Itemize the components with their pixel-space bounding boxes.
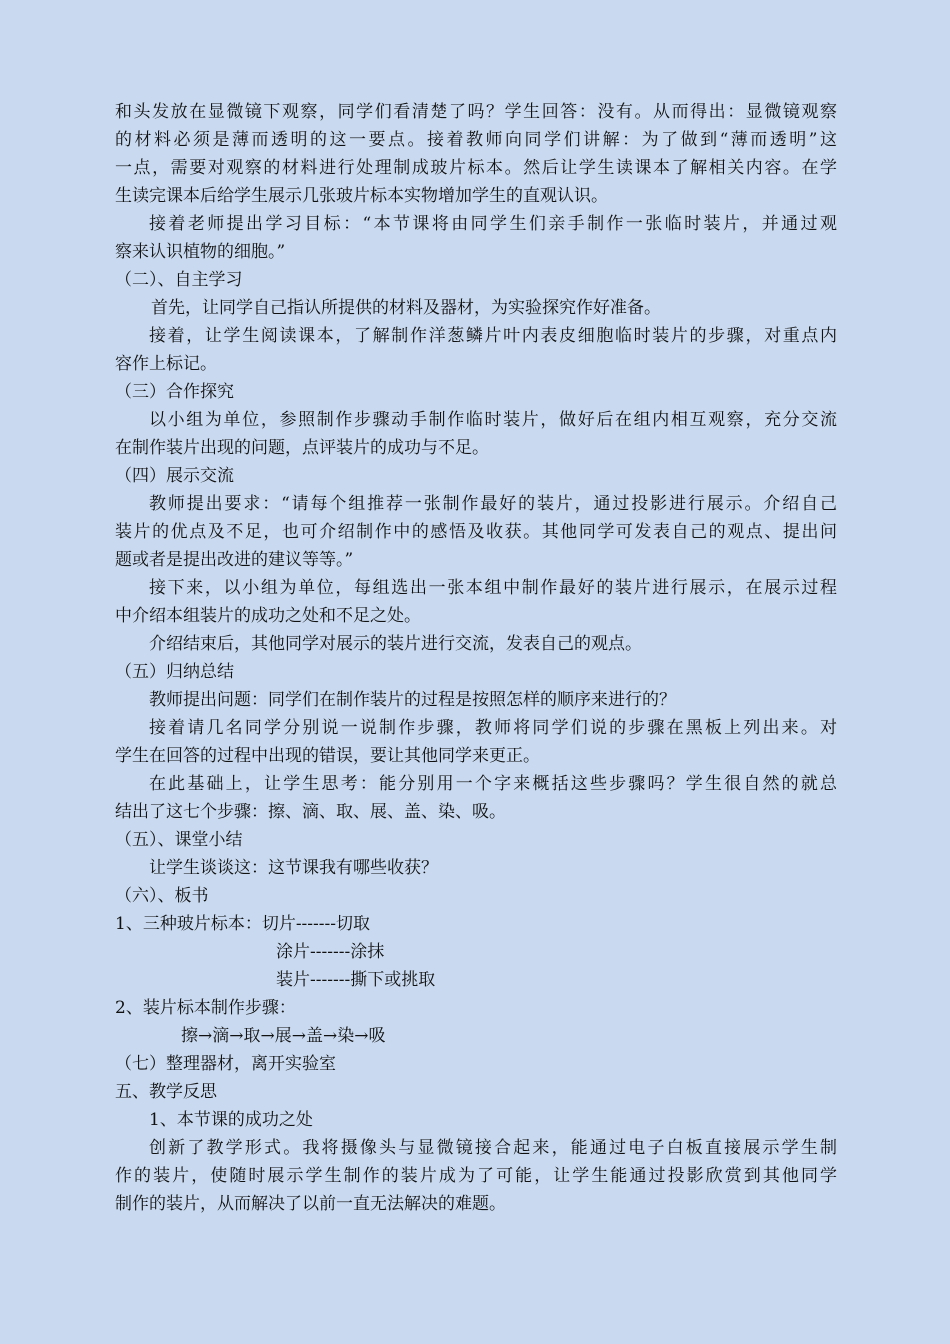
paragraph-line: 教师提出要求：“请每个组推荐一张制作最好的装片，通过投影进行展示。介绍自己	[149, 494, 837, 514]
section-heading: （五）、课堂小结	[115, 830, 243, 850]
section-heading: （三）合作探究	[115, 382, 234, 402]
paragraph-line: 察来认识植物的细胞。”	[115, 242, 286, 262]
paragraph-line: 中介绍本组装片的成功之处和不足之处。	[115, 606, 421, 626]
paragraph-line: 作的装片，使随时展示学生制作的装片成为了可能，让学生能通过投影欣赏到其他同学	[115, 1166, 837, 1186]
paragraph-line: 接着，让学生阅读课本，了解制作洋葱鳞片叶内表皮细胞临时装片的步骤，对重点内	[149, 326, 837, 346]
paragraph-line: 的材料必须是薄而透明的这一要点。接着教师向同学们讲解：为了做到“薄而透明”这	[115, 130, 837, 150]
paragraph-line: 教师提出问题：同学们在制作装片的过程是按照怎样的顺序来进行的？	[149, 690, 676, 710]
paragraph-line: 制作的装片，从而解决了以前一直无法解决的难题。	[115, 1194, 506, 1214]
paragraph-line: 接着请几名同学分别说一说制作步骤，教师将同学们说的步骤在黑板上列出来。对	[149, 718, 837, 738]
paragraph-line: 装片的优点及不足，也可介绍制作中的感悟及收获。其他同学可发表自己的观点、提出问	[115, 522, 837, 542]
section-heading: （七）整理器材，离开实验室	[115, 1054, 336, 1074]
section-heading: （二）、自主学习	[115, 270, 243, 290]
paragraph-line: 一点，需要对观察的材料进行处理制成玻片标本。然后让学生读课本了解相关内容。在学	[115, 158, 837, 178]
section-heading: （四）展示交流	[115, 466, 234, 486]
board-line: 涂片-------涂抹	[276, 942, 385, 962]
paragraph-line: 结出了这七个步骤：擦、滴、取、展、盖、染、吸。	[115, 802, 506, 822]
paragraph-line: 介绍结束后，其他同学对展示的装片进行交流，发表自己的观点。	[149, 634, 642, 654]
board-line: 1、三种玻片标本：切片-------切取	[115, 914, 371, 934]
paragraph-line: 在此基础上，让学生思考：能分别用一个字来概括这些步骤吗？学生很自然的就总	[149, 774, 837, 794]
paragraph-line: 和头发放在显微镜下观察，同学们看清楚了吗？学生回答：没有。从而得出：显微镜观察	[115, 102, 837, 122]
paragraph-line: 接下来，以小组为单位，每组选出一张本组中制作最好的装片进行展示，在展示过程	[149, 578, 837, 598]
board-line: 装片-------撕下或挑取	[276, 970, 436, 990]
paragraph-line: 以小组为单位，参照制作步骤动手制作临时装片，做好后在组内相互观察，充分交流	[149, 410, 837, 430]
paragraph-line: 容作上标记。	[115, 354, 217, 374]
section-heading: 五、教学反思	[115, 1082, 217, 1102]
paragraph-line: 让学生谈谈这：这节课我有哪些收获？	[149, 858, 438, 878]
subsection-heading: 1、本节课的成功之处	[149, 1110, 313, 1130]
document-page	[115, 98, 837, 1218]
paragraph-line: 创新了教学形式。我将摄像头与显微镜接合起来，能通过电子白板直接展示学生制	[149, 1138, 837, 1158]
paragraph-line: 在制作装片出现的问题，点评装片的成功与不足。	[115, 438, 489, 458]
board-line: 2、装片标本制作步骤：	[115, 998, 296, 1018]
board-steps: 擦→滴→取→展→盖→染→吸	[181, 1026, 386, 1046]
paragraph-line: 学生在回答的过程中出现的错误，要让其他同学来更正。	[115, 746, 540, 766]
paragraph-line: 接着老师提出学习目标：“本节课将由同学生们亲手制作一张临时装片，并通过观	[149, 214, 837, 234]
section-heading: （六）、板书	[115, 886, 209, 906]
paragraph-line: 首先，让同学自己指认所提供的材料及器材，为实验探究作好准备。	[151, 298, 661, 318]
paragraph-line: 生读完课本后给学生展示几张玻片标本实物增加学生的直观认识。	[115, 186, 608, 206]
section-heading: （五）归纳总结	[115, 662, 234, 682]
paragraph-line: 题或者是提出改进的建议等等。”	[115, 550, 354, 570]
